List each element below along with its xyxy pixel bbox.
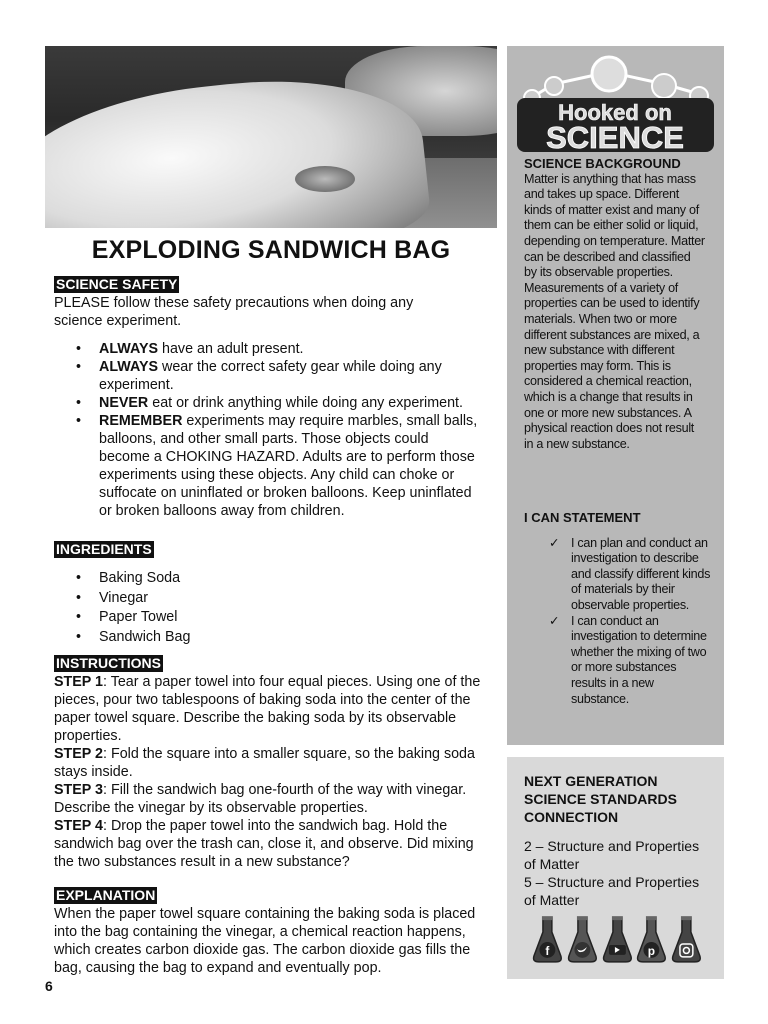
step-4: STEP 4: Drop the paper towel into the sandwich bag. Hold the sandwich bag over the trash can, close it, and observe. Did mixing the two substances result in a new substance? xyxy=(54,818,474,870)
svg-text:SCIENCE: SCIENCE xyxy=(546,120,684,154)
ngss-box xyxy=(507,757,724,979)
i-can-list xyxy=(524,536,714,708)
sandwich-bag-photo xyxy=(45,46,497,228)
i-can-heading: I CAN STATEMENT xyxy=(524,510,641,525)
list-item: • Sandwich Bag xyxy=(99,628,494,648)
ngss-list xyxy=(524,837,714,909)
list-item: • Baking Soda xyxy=(99,569,494,589)
check-item: ✓ I can plan and conduct an investigation to describe and classify different kinds of materials by their observable properties. xyxy=(571,536,714,614)
safety-intro: PLEASE follow these safety precautions when doing any science experiment. xyxy=(54,295,414,329)
step-2: STEP 2: Fold the square into a smaller square, so the baking soda stays inside. xyxy=(54,746,475,780)
pinterest-icon[interactable] xyxy=(636,915,667,965)
science-background-heading: SCIENCE BACKGROUND xyxy=(524,156,681,171)
hooked-on-science-logo xyxy=(514,54,717,154)
twitter-icon[interactable] xyxy=(567,915,598,965)
ingredients-section xyxy=(54,541,494,647)
ngss-title: NEXT GENERATION SCIENCE STANDARDS CONNECTION xyxy=(524,773,677,825)
list-item: • ALWAYS have an adult present. xyxy=(99,340,494,358)
step-1: STEP 1: Tear a paper towel into four equal pieces. Using one of the pieces, pour two tablespoons of baking soda into the center of the paper towel square. Describe the baking soda by its observable properties. xyxy=(54,674,481,744)
social-icons xyxy=(532,915,702,969)
explanation-text: When the paper towel square containing the baking soda is placed into the bag containing the vinegar, a chemical reaction happens, which creates carbon dioxide gas. The carbon dioxide gas fills the bag, causing the bag to expand and eventually pop. xyxy=(54,906,476,976)
safety-list xyxy=(54,340,494,520)
ngss-item: 5 – Structure and Properties of Matter xyxy=(524,874,700,908)
list-item: • Paper Towel xyxy=(99,608,494,628)
science-sidebar xyxy=(507,46,724,745)
instructions-label: INSTRUCTIONS xyxy=(56,655,161,671)
list-item: • Vinegar xyxy=(99,589,494,609)
svg-text:p: p xyxy=(648,943,656,958)
instructions-section xyxy=(54,655,494,871)
science-background-text: Matter is anything that has mass and takes up space. Different kinds of matter exist and many of them can be either solid or liquid, depending on temperature. Matter can be described and classified by its observable properties. Measurements of a variety of properties can be used to identify materials. When two or more different substances are mixed, a new substance with different properties may form. This is considered a chemical reaction, which is a change that results in one or more new substances. A physical reaction does not result in a new substance. xyxy=(524,171,705,451)
explanation-label: EXPLANATION xyxy=(56,887,156,903)
svg-text:Hooked on: Hooked on xyxy=(558,100,672,125)
ingredients-list xyxy=(54,569,494,647)
instagram-icon[interactable] xyxy=(671,915,702,965)
safety-section xyxy=(54,276,494,520)
science-background xyxy=(524,156,714,452)
ngss-item: 2 – Structure and Properties of Matter xyxy=(524,838,700,872)
facebook-icon[interactable] xyxy=(532,915,563,965)
page-number: 6 xyxy=(45,978,53,994)
ingredients-label: INGREDIENTS xyxy=(56,541,152,557)
list-item: • REMEMBER experiments may require marbles, small balls, balloons, and other small parts. Those objects could become a CHOKING HAZARD. Adults are to perform those experiments using these objects. Any child can choke or suffocate on uninflated or broken balloons. Keep uninflated or broken balloons away from children. xyxy=(99,412,481,520)
page-title: EXPLODING SANDWICH BAG xyxy=(91,236,451,264)
svg-text:f: f xyxy=(545,943,550,958)
step-3: STEP 3: Fill the sandwich bag one-fourth of the way with vinegar. Describe the vinegar by its observable properties. xyxy=(54,782,467,816)
explanation-section xyxy=(54,887,494,977)
safety-label: SCIENCE SAFETY xyxy=(56,276,178,292)
i-can-statement xyxy=(524,510,714,707)
list-item: • ALWAYS wear the correct safety gear while doing any experiment. xyxy=(99,358,494,394)
list-item: • NEVER eat or drink anything while doing any experiment. xyxy=(99,394,494,412)
youtube-icon[interactable] xyxy=(602,915,633,965)
check-item: ✓ I can conduct an investigation to determine whether the mixing of two or more substances results in a new substance. xyxy=(571,614,714,708)
